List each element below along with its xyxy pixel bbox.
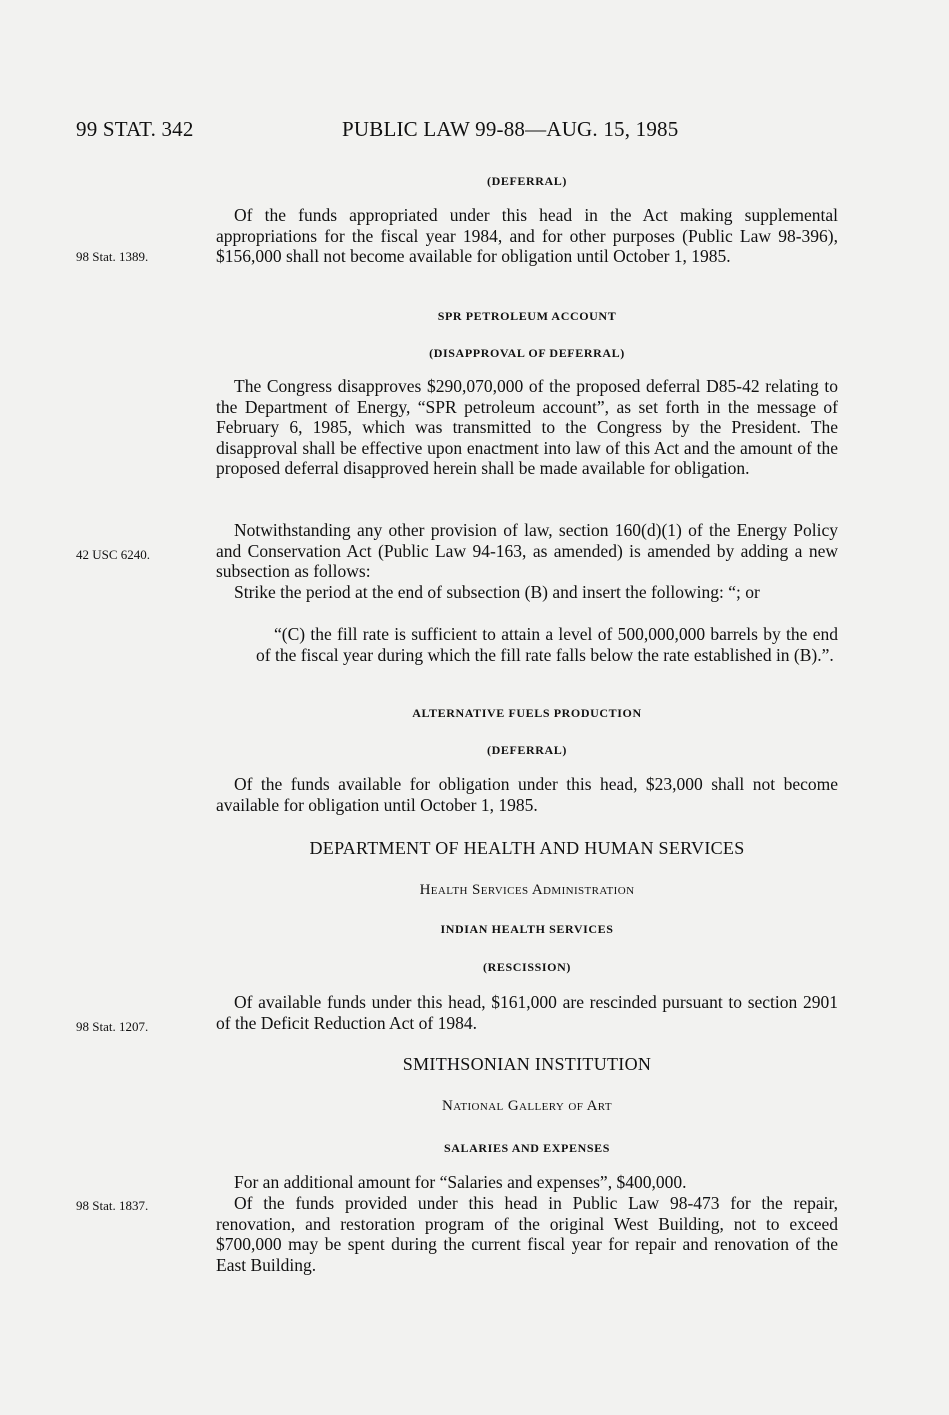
paragraph: Of the funds provided under this head in Public Law 98-473 for the repair, renovation, and restoration program of the original West Building, not to exceed $700,000 may be spent during the current fiscal year for repair and renovation of the East Building. (216, 1193, 838, 1275)
section-subheading: (DEFERRAL) (487, 743, 567, 757)
paragraph: Of the funds available for obligation under this head, $23,000 shall not become available for obligation until October 1, 1985. (216, 774, 838, 815)
paragraph: Of the funds appropriated under this head in the Act making supplemental appropriations for the fiscal year 1984, and for other purposes (Public Law 98-396), $156,000 shall not become available for obligation until October 1, 1985. (216, 205, 838, 266)
department-heading: DEPARTMENT OF HEALTH AND HUMAN SERVICES (309, 838, 745, 858)
agency-heading: Health Services Administration (419, 882, 635, 898)
section-heading: ALTERNATIVE FUELS PRODUCTION (412, 706, 642, 720)
stat-page-number: 99 STAT. 342 (76, 117, 194, 141)
margin-note: 42 USC 6240. (76, 547, 151, 562)
paragraph: Strike the period at the end of subsection (B) and insert the following: “; or (234, 582, 760, 602)
paragraph: Of available funds under this head, $161,000 are rescinded pursuant to section 2901 of the Deficit Reduction Act of 1984. (216, 992, 838, 1033)
section-subheading: (RESCISSION) (483, 960, 571, 974)
margin-note: 98 Stat. 1389. (76, 249, 149, 264)
section-subheading: (DISAPPROVAL OF DEFERRAL) (429, 346, 625, 360)
section-heading: (DEFERRAL) (487, 174, 567, 188)
quoted-amendment: “(C) the fill rate is sufficient to attain a level of 500,000,000 barrels by the end of the fiscal year during which the fill rate falls below the rate established in (B).”. (256, 624, 838, 665)
paragraph: The Congress disapproves $290,070,000 of the proposed deferral D85-42 relating to the Department of Energy, “SPR petroleum account”, as set forth in the message of February 6, 1985, which was transmitted to the Congress by the President. The disapproval shall be effective upon enactment into law of this Act and the amount of the proposed deferral disapproved herein shall be made available for obligation. (216, 376, 838, 478)
running-header: PUBLIC LAW 99-88—AUG. 15, 1985 (342, 117, 679, 141)
margin-note: 98 Stat. 1837. (76, 1198, 149, 1213)
agency-heading: National Gallery of Art (441, 1098, 612, 1114)
section-heading: SPR PETROLEUM ACCOUNT (437, 309, 617, 323)
margin-note: 98 Stat. 1207. (76, 1019, 149, 1034)
section-heading: INDIAN HEALTH SERVICES (440, 922, 614, 936)
section-heading: SALARIES AND EXPENSES (444, 1141, 610, 1155)
department-heading: SMITHSONIAN INSTITUTION (402, 1054, 652, 1074)
paragraph: Notwithstanding any other provision of law, section 160(d)(1) of the Energy Policy and Conservation Act (Public Law 94-163, as amended) is amended by adding a new subsection as follows: (216, 520, 838, 581)
paragraph: For an additional amount for “Salaries and expenses”, $400,000. (234, 1172, 687, 1192)
